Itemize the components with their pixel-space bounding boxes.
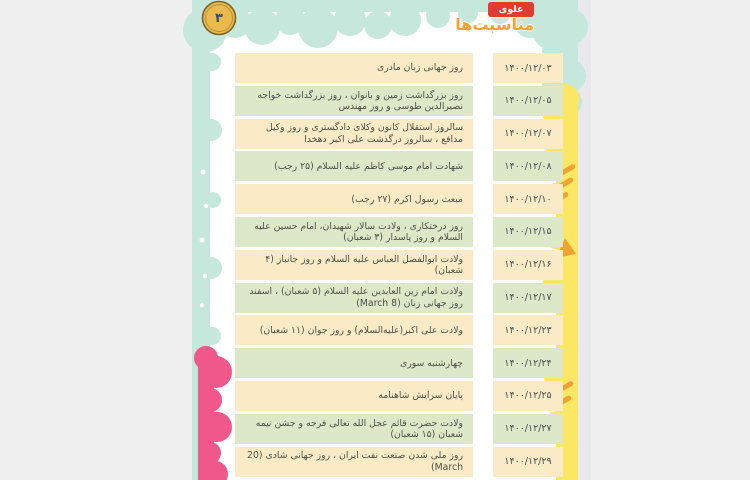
event-title: سالروز استقلال کانون وکلای دادگستری و روز وکیل مدافع ، سالروز درگذشت علی اکبر دهخدا (235, 119, 473, 149)
event-date: ۱۴۰۰/۱۲/۱۶ (493, 250, 563, 280)
event-row (235, 53, 563, 83)
event-title: مبعث رسول اکرم (۲۷ رجب) (235, 184, 473, 214)
event-title: ولادت ابوالفضل العباس علیه السلام و روز جانباز (۴ شعبان) (235, 250, 473, 280)
event-row (235, 217, 563, 247)
event-title: ولادت امام زین العابدین علیه السلام (۵ شعبان) ، اسفند روز جهانی زنان (8 March) (235, 283, 473, 313)
event-date: ۱۴۰۰/۱۲/۰۷ (493, 119, 563, 149)
event-date: ۱۴۰۰/۱۲/۱۷ (493, 283, 563, 313)
event-title: روز جهانی زبان مادری (235, 53, 473, 83)
event-date: ۱۴۰۰/۱۲/۲۴ (493, 348, 563, 378)
event-title: ولادت علی اکبر(علیه‌السلام) و روز جوان (۱۱ شعبان) (235, 315, 473, 345)
event-date: ۱۴۰۰/۱۲/۰۳ (493, 53, 563, 83)
event-title: روز درختکاری ، ولادت سالار شهیدان، امام حسین علیه السلام و روز پاسدار (۳ شعبان) (235, 217, 473, 247)
event-date: ۱۴۰۰/۱۲/۲۷ (493, 414, 563, 444)
event-date: ۱۴۰۰/۱۲/۲۹ (493, 447, 563, 477)
event-row (235, 86, 563, 116)
event-date: ۱۴۰۰/۱۲/۲۳ (493, 315, 563, 345)
event-title: چهارشنبه سوری (235, 348, 473, 378)
event-row (235, 283, 563, 313)
event-title: روز بزرگداشت زمین و بانوان ، روز بزرگداشت خواجه نصیرالدین طوسی و روز مهندس (235, 86, 473, 116)
event-row (235, 381, 563, 411)
event-date: ۱۴۰۰/۱۲/۲۵ (493, 381, 563, 411)
event-date: ۱۴۰۰/۱۲/۰۸ (493, 151, 563, 181)
event-date: ۱۴۰۰/۱۲/۰۵ (493, 86, 563, 116)
page-title: مناسبت‌ها (455, 15, 534, 34)
page-number: ۳ (215, 10, 223, 26)
event-row (235, 184, 563, 214)
event-row (235, 414, 563, 444)
event-title: ولادت حضرت قائم عجل الله تعالی فرجه و جشن نیمه شعبان (۱۵ شعبان) (235, 414, 473, 444)
event-row (235, 315, 563, 345)
publisher-badge: علوی (488, 2, 534, 17)
event-date: ۱۴۰۰/۱۲/۱۵ (493, 217, 563, 247)
event-row (235, 151, 563, 181)
event-title: شهادت امام موسی کاظم علیه السلام (۲۵ رجب) (235, 151, 473, 181)
events-table (235, 53, 563, 477)
event-title: روز ملی شدن صنعت نفت ایران ، روز جهانی شادی (20 March) (235, 447, 473, 477)
event-row (235, 119, 563, 149)
event-row (235, 348, 563, 378)
event-row (235, 447, 563, 477)
event-title: پایان سرایش شاهنامه (235, 381, 473, 411)
event-date: ۱۴۰۰/۱۲/۱۰ (493, 184, 563, 214)
event-row (235, 250, 563, 280)
